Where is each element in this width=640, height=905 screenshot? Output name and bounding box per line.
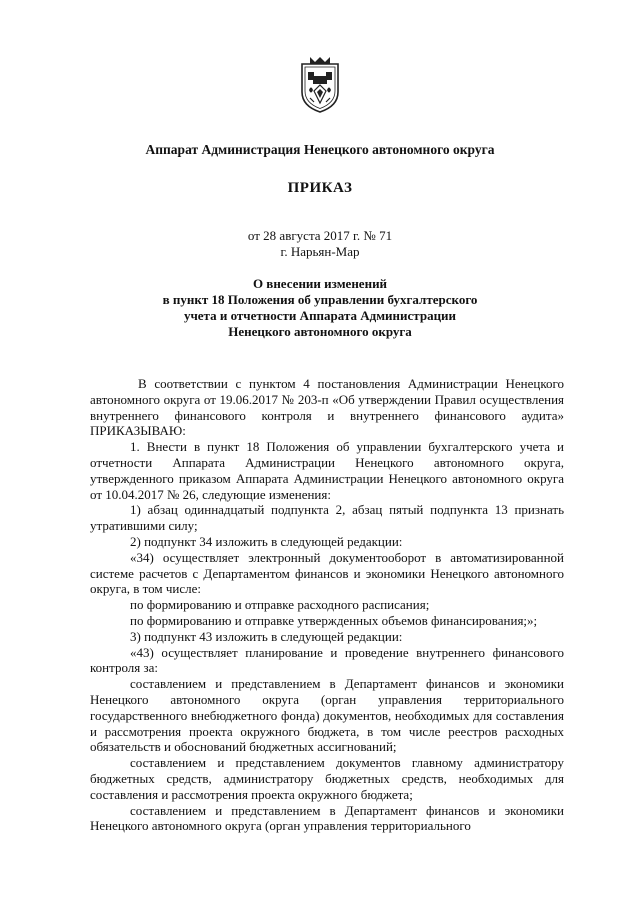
document-body bbox=[90, 376, 564, 834]
date-block bbox=[0, 228, 640, 260]
paragraph: составлением и представлением документов главному администратору бюджетных средств, администратору бюджетных средств, необходимых для составления и рассмотрения проекта окружного бюджета; bbox=[90, 755, 564, 802]
organization-name: Аппарат Администрация Ненецкого автономного округа bbox=[145, 142, 495, 157]
document-type: ПРИКАЗ bbox=[287, 180, 353, 196]
paragraph: 1. Внести в пункт 18 Положения об управлении бухгалтерского учета и отчетности Аппарата Администрации Ненецкого автономного округа, утвержденного приказом Аппарата Администрации Ненецкого автономного округа от 10.04.2017 № 26, следующие изменения: bbox=[90, 439, 564, 502]
subject-line: учета и отчетности Аппарата Администрации bbox=[183, 308, 457, 323]
subject-line: Ненецкого автономного округа bbox=[228, 324, 412, 339]
paragraph: составлением и представлением в Департамент финансов и экономики Ненецкого автономного округа (орган управления территориального государственного внебюджетного фонда) документов, необходимых для составления и рассмотрения проекта окружного бюджета, в том числе реестров расходных обязательств и обоснований бюджетных ассигнований; bbox=[90, 676, 564, 755]
paragraph: по формированию и отправке расходного расписания; bbox=[130, 597, 430, 613]
coat-of-arms-icon bbox=[298, 54, 342, 114]
paragraph: составлением и представлением в Департамент финансов и экономики Ненецкого автономного округа (орган управления территориального bbox=[90, 802, 564, 834]
paragraph: «43) осуществляет планирование и проведение внутреннего финансового контроля за: bbox=[90, 644, 564, 676]
subject-line: в пункт 18 Положения об управлении бухгалтерского bbox=[162, 292, 478, 307]
date-number: от 28 августа 2017 г. № 71 bbox=[247, 228, 393, 243]
document-subject bbox=[0, 276, 640, 340]
city: г. Нарьян-Мар bbox=[280, 244, 360, 259]
paragraph: В соответствии с пунктом 4 постановления Администрации Ненецкого автономного округа от 19.06.2017 № 203-п «Об утверждении Правил осуществления внутреннего финансового контроля и внутреннего финансового аудита» ПРИКАЗЫВАЮ: bbox=[90, 376, 564, 439]
paragraph: 3) подпункт 43 изложить в следующей редакции: bbox=[130, 628, 403, 644]
paragraph: 1) абзац одиннадцатый подпункта 2, абзац пятый подпункта 13 признать утратившими силу; bbox=[90, 502, 564, 534]
subject-line: О внесении изменений bbox=[252, 276, 388, 291]
paragraph: по формированию и отправке утвержденных объемов финансирования;»; bbox=[130, 612, 538, 628]
paragraph: 2) подпункт 34 изложить в следующей редакции: bbox=[130, 533, 403, 549]
paragraph: «34) осуществляет электронный документооборот в автоматизированной системе расчетов с Департаментом финансов и экономики Ненецкого автономного округа, в том числе: bbox=[90, 549, 564, 597]
